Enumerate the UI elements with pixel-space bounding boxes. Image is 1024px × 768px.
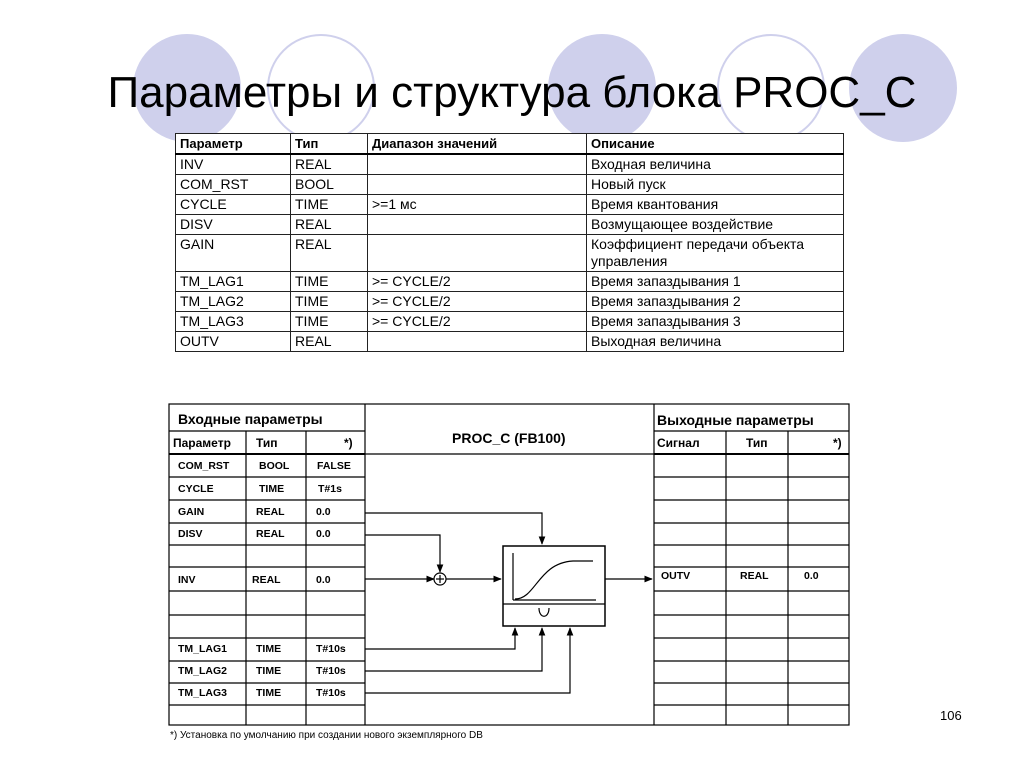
param-description: Коэффициент передачи объекта управления	[587, 235, 844, 272]
param-type: TIME	[291, 312, 368, 332]
input-type: BOOL	[259, 460, 290, 472]
param-range: >= CYCLE/2	[368, 272, 587, 292]
out-col-signal: Сигнал	[657, 436, 700, 450]
input-type: REAL	[252, 574, 281, 586]
param-description: Время запаздывания 1	[587, 272, 844, 292]
input-type: TIME	[259, 483, 285, 495]
param-type: REAL	[291, 215, 368, 235]
param-description: Время запаздывания 2	[587, 292, 844, 312]
table-header-row	[176, 134, 844, 155]
input-default: 0.0	[316, 506, 331, 518]
col-header-param: Параметр	[176, 134, 291, 155]
param-range: >=1 мс	[368, 195, 587, 215]
table-row	[176, 312, 844, 332]
param-description: Выходная величина	[587, 332, 844, 352]
in-col-default: *)	[344, 436, 353, 450]
param-name: OUTV	[176, 332, 291, 352]
col-header-range: Диапазон значений	[368, 134, 587, 155]
input-name: TM_LAG2	[178, 665, 228, 677]
outputs-header: Выходные параметры	[657, 412, 814, 428]
input-name: TM_LAG3	[178, 687, 228, 699]
col-header-description: Описание	[587, 134, 844, 155]
input-name: TM_LAG1	[178, 643, 228, 655]
diagram-lines	[168, 403, 850, 726]
input-default: T#1s	[318, 483, 342, 495]
table-row	[176, 215, 844, 235]
param-name: TM_LAG1	[176, 272, 291, 292]
input-type: REAL	[256, 528, 285, 540]
out-col-default: *)	[833, 436, 842, 450]
table-row	[176, 235, 844, 272]
param-type: BOOL	[291, 175, 368, 195]
block-diagram	[168, 403, 850, 726]
input-type: TIME	[256, 665, 282, 677]
in-col-param: Параметр	[173, 436, 231, 450]
input-name: COM_RST	[178, 460, 230, 472]
output-name: OUTV	[661, 570, 691, 582]
param-range	[368, 175, 587, 195]
param-name: GAIN	[176, 235, 291, 272]
param-name: TM_LAG2	[176, 292, 291, 312]
parameter-table	[175, 133, 844, 352]
output-type: REAL	[740, 570, 769, 582]
param-type: REAL	[291, 154, 368, 175]
slide-title: Параметры и структура блока PROC_C	[107, 68, 917, 117]
param-name: DISV	[176, 215, 291, 235]
input-type: TIME	[256, 687, 282, 699]
out-col-type: Тип	[746, 436, 768, 450]
param-name: TM_LAG3	[176, 312, 291, 332]
param-range	[368, 154, 587, 175]
block-name: PROC_C (FB100)	[452, 430, 566, 446]
table-row	[176, 332, 844, 352]
param-description: Новый пуск	[587, 175, 844, 195]
param-description: Входная величина	[587, 154, 844, 175]
param-name: INV	[176, 154, 291, 175]
param-range	[368, 215, 587, 235]
param-range: >= CYCLE/2	[368, 292, 587, 312]
param-range	[368, 235, 587, 272]
param-name: COM_RST	[176, 175, 291, 195]
footnote: *) Установка по умолчанию при создании нового экземплярного DB	[170, 730, 483, 741]
param-name: CYCLE	[176, 195, 291, 215]
param-type: REAL	[291, 235, 368, 272]
param-description: Время квантования	[587, 195, 844, 215]
page-number: 106	[940, 708, 962, 723]
param-type: REAL	[291, 332, 368, 352]
param-description: Время запаздывания 3	[587, 312, 844, 332]
input-default: T#10s	[316, 665, 346, 677]
table-row	[176, 292, 844, 312]
input-default: T#10s	[316, 687, 346, 699]
input-type: TIME	[256, 643, 282, 655]
param-type: TIME	[291, 195, 368, 215]
param-type: TIME	[291, 272, 368, 292]
col-header-type: Тип	[291, 134, 368, 155]
table-row	[176, 154, 844, 175]
input-name: CYCLE	[178, 483, 214, 495]
param-type: TIME	[291, 292, 368, 312]
param-range	[368, 332, 587, 352]
input-name: GAIN	[178, 506, 205, 518]
input-default: FALSE	[317, 460, 351, 472]
table-row	[176, 175, 844, 195]
output-default: 0.0	[804, 570, 819, 582]
table-row	[176, 195, 844, 215]
input-type: REAL	[256, 506, 285, 518]
param-description: Возмущающее воздействие	[587, 215, 844, 235]
input-default: 0.0	[316, 528, 331, 540]
in-col-type: Тип	[256, 436, 278, 450]
input-default: 0.0	[316, 574, 331, 586]
inputs-header: Входные параметры	[178, 411, 323, 427]
input-name: INV	[178, 574, 196, 586]
input-default: T#10s	[316, 643, 346, 655]
param-range: >= CYCLE/2	[368, 312, 587, 332]
table-row	[176, 272, 844, 292]
input-name: DISV	[178, 528, 203, 540]
